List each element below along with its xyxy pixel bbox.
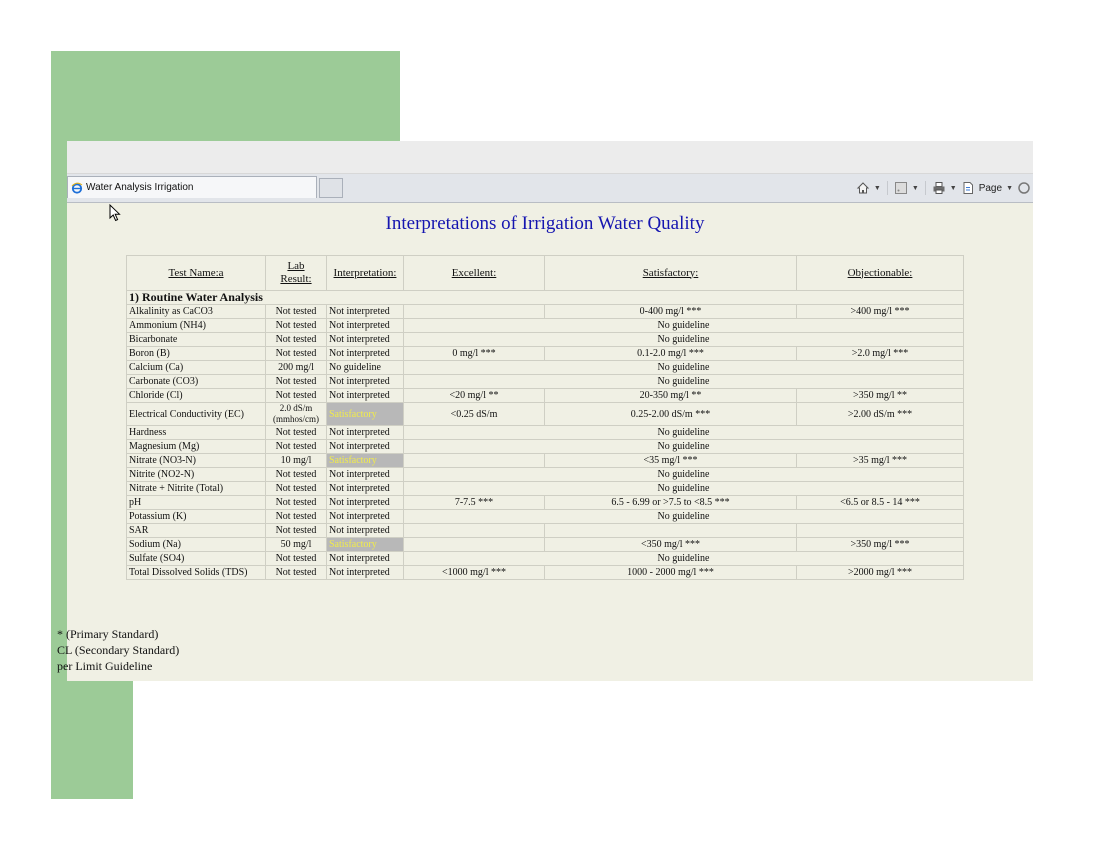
table-row (127, 482, 964, 496)
satisfactory-cell: 0.25-2.00 dS/m *** (545, 403, 797, 426)
browser-top-band (67, 141, 1033, 174)
guideline-cell: No guideline (404, 361, 964, 375)
test-name-cell: Potassium (K) (127, 510, 266, 524)
interpretation-cell: Not interpreted (327, 333, 404, 347)
objectionable-cell: >2000 mg/l *** (797, 566, 964, 580)
header-lab-result (266, 256, 327, 291)
lab-result-cell: Not tested (266, 482, 327, 496)
excellent-cell (404, 454, 545, 468)
interpretation-cell: Not interpreted (327, 426, 404, 440)
lab-result-cell: Not tested (266, 333, 327, 347)
lab-result-cell: Not tested (266, 496, 327, 510)
separator (925, 181, 926, 195)
test-name-cell: Nitrate (NO3-N) (127, 454, 266, 468)
lab-result-cell: Not tested (266, 440, 327, 454)
command-bar (856, 178, 1033, 198)
lab-result-cell: Not tested (266, 375, 327, 389)
lab-result-cell: Not tested (266, 566, 327, 580)
test-name-cell: Sodium (Na) (127, 538, 266, 552)
header-satisfactory: Satisfactory: (545, 256, 797, 291)
interpretation-cell: Not interpreted (327, 496, 404, 510)
lab-result-cell: Not tested (266, 305, 327, 319)
table-row (127, 305, 964, 319)
test-name-cell: Nitrite (NO2-N) (127, 468, 266, 482)
safety-icon[interactable] (1017, 181, 1031, 195)
objectionable-cell (797, 524, 964, 538)
satisfactory-cell: 6.5 - 6.99 or >7.5 to <8.5 *** (545, 496, 797, 510)
objectionable-cell: >2.0 mg/l *** (797, 347, 964, 361)
objectionable-cell: >350 mg/l *** (797, 538, 964, 552)
test-name-cell: Hardness (127, 426, 266, 440)
print-dropdown-icon[interactable]: ▼ (949, 184, 957, 192)
excellent-cell: <0.25 dS/m (404, 403, 545, 426)
section-heading: 1) Routine Water Analysis (127, 291, 964, 305)
satisfactory-cell: 0-400 mg/l *** (545, 305, 797, 319)
guideline-cell: No guideline (404, 510, 964, 524)
excellent-cell: <20 mg/l ** (404, 389, 545, 403)
satisfactory-cell: 20-350 mg/l ** (545, 389, 797, 403)
header-lab-line2: Result: (280, 273, 312, 285)
test-name-cell: SAR (127, 524, 266, 538)
page-icon[interactable] (961, 181, 975, 195)
ie-logo-icon (71, 182, 83, 194)
tab-water-analysis[interactable] (67, 176, 317, 198)
test-name-cell: Total Dissolved Solids (TDS) (127, 566, 266, 580)
interpretation-cell: Not interpreted (327, 375, 404, 389)
tab-title: Water Analysis Irrigation (86, 182, 194, 193)
table-row (127, 375, 964, 389)
objectionable-cell: >2.00 dS/m *** (797, 403, 964, 426)
water-quality-table (126, 255, 964, 580)
interpretation-cell: Not interpreted (327, 524, 404, 538)
lab-result-cell: Not tested (266, 389, 327, 403)
table-body (127, 291, 964, 580)
table-row (127, 426, 964, 440)
table-row (127, 319, 964, 333)
table-row (127, 552, 964, 566)
guideline-cell: No guideline (404, 552, 964, 566)
feeds-icon[interactable] (894, 181, 908, 195)
header-excellent: Excellent: (404, 256, 545, 291)
table-row (127, 389, 964, 403)
legend-primary: * (Primary Standard) (57, 627, 159, 641)
test-name-cell: Ammonium (NH4) (127, 319, 266, 333)
table-row (127, 361, 964, 375)
test-name-cell: Calcium (Ca) (127, 361, 266, 375)
separator (887, 181, 888, 195)
lab-result-cell: 200 mg/l (266, 361, 327, 375)
interpretation-cell: Not interpreted (327, 305, 404, 319)
guideline-cell: No guideline (404, 375, 964, 389)
interpretation-cell: Not interpreted (327, 566, 404, 580)
guideline-cell: No guideline (404, 333, 964, 347)
satisfactory-cell (545, 524, 797, 538)
interpretation-cell: Not interpreted (327, 440, 404, 454)
guideline-cell: No guideline (404, 482, 964, 496)
test-name-cell: Sulfate (SO4) (127, 552, 266, 566)
lab-result-cell: Not tested (266, 552, 327, 566)
header-objectionable: Objectionable: (797, 256, 964, 291)
legend-secondary: CL (Secondary Standard) (57, 643, 180, 657)
excellent-cell: 0 mg/l *** (404, 347, 545, 361)
lab-result-cell: 10 mg/l (266, 454, 327, 468)
lab-result-cell: Not tested (266, 524, 327, 538)
interpretation-cell: Satisfactory (327, 454, 404, 468)
table-row (127, 524, 964, 538)
guideline-cell: No guideline (404, 468, 964, 482)
table-row (127, 510, 964, 524)
tab-bar (67, 174, 1033, 203)
table-row (127, 538, 964, 552)
satisfactory-cell: <350 mg/l *** (545, 538, 797, 552)
test-name-cell: Nitrate + Nitrite (Total) (127, 482, 266, 496)
legend-upper-limit: per Limit Guideline (57, 659, 153, 673)
browser-screenshot (57, 141, 1033, 681)
interpretation-cell: No guideline (327, 361, 404, 375)
test-name-cell: Magnesium (Mg) (127, 440, 266, 454)
page-dropdown-icon[interactable]: ▼ (1006, 184, 1013, 192)
test-name-cell: Alkalinity as CaCO3 (127, 305, 266, 319)
guideline-cell: No guideline (404, 319, 964, 333)
interpretation-cell: Not interpreted (327, 510, 404, 524)
satisfactory-cell: 0.1-2.0 mg/l *** (545, 347, 797, 361)
table-row (127, 468, 964, 482)
page-title: Interpretations of Irrigation Water Quality (385, 213, 705, 234)
test-name-cell: Chloride (Cl) (127, 389, 266, 403)
interpretation-cell: Satisfactory (327, 403, 404, 426)
excellent-cell: <1000 mg/l *** (404, 566, 545, 580)
print-icon[interactable] (932, 181, 946, 195)
table-row (127, 496, 964, 510)
interpretation-cell: Not interpreted (327, 319, 404, 333)
table-row (127, 454, 964, 468)
guideline-cell: No guideline (404, 426, 964, 440)
home-icon[interactable] (856, 181, 870, 195)
header-lab-line1: Lab (287, 260, 305, 272)
table-row (127, 347, 964, 361)
lab-result-cell: Not tested (266, 319, 327, 333)
table-row (127, 566, 964, 580)
excellent-cell (404, 305, 545, 319)
test-name-cell: Electrical Conductivity (EC) (127, 403, 266, 426)
test-name-cell: Boron (B) (127, 347, 266, 361)
lab-result-cell: Not tested (266, 510, 327, 524)
page-menu-label[interactable]: Page (978, 182, 1003, 194)
test-name-cell: Bicarbonate (127, 333, 266, 347)
test-name-cell: Carbonate (CO3) (127, 375, 266, 389)
lab-result-cell: Not tested (266, 468, 327, 482)
excellent-cell: 7-7.5 *** (404, 496, 545, 510)
header-test-name: Test Name:a (127, 256, 266, 291)
table-header-row (127, 256, 964, 291)
interpretation-cell: Satisfactory (327, 538, 404, 552)
home-dropdown-icon[interactable]: ▼ (873, 184, 881, 192)
new-tab-button[interactable] (319, 178, 343, 198)
objectionable-cell: >350 mg/l ** (797, 389, 964, 403)
legend (57, 626, 179, 674)
interpretation-cell: Not interpreted (327, 468, 404, 482)
lab-result-cell: 2.0 dS/m (mmhos/cm) (266, 403, 327, 426)
lab-result-cell: 50 mg/l (266, 538, 327, 552)
feeds-dropdown-icon[interactable]: ▼ (911, 184, 919, 192)
lab-result-cell: Not tested (266, 347, 327, 361)
objectionable-cell: >400 mg/l *** (797, 305, 964, 319)
table-row (127, 403, 964, 426)
interpretation-cell: Not interpreted (327, 482, 404, 496)
lab-result-cell: Not tested (266, 426, 327, 440)
table-row (127, 440, 964, 454)
excellent-cell (404, 524, 545, 538)
section-row (127, 291, 964, 305)
test-name-cell: pH (127, 496, 266, 510)
table-row (127, 333, 964, 347)
satisfactory-cell: 1000 - 2000 mg/l *** (545, 566, 797, 580)
interpretation-cell: Not interpreted (327, 347, 404, 361)
excellent-cell (404, 538, 545, 552)
header-interpretation: Interpretation: (327, 256, 404, 291)
satisfactory-cell: <35 mg/l *** (545, 454, 797, 468)
interpretation-cell: Not interpreted (327, 389, 404, 403)
objectionable-cell: >35 mg/l *** (797, 454, 964, 468)
interpretation-cell: Not interpreted (327, 552, 404, 566)
objectionable-cell: <6.5 or 8.5 - 14 *** (797, 496, 964, 510)
guideline-cell: No guideline (404, 440, 964, 454)
